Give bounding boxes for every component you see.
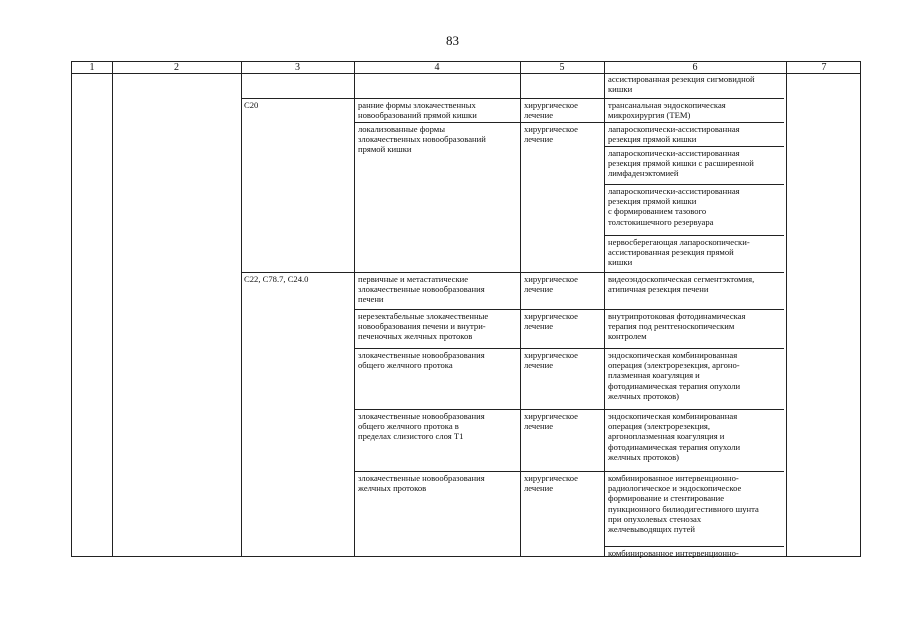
diagnosis-cell: первичные и метастатические злокачественные новообразования печени <box>358 274 485 305</box>
diagnosis-cell: ранние формы злокачественных новообразований прямой кишки <box>358 100 477 121</box>
procedures-table <box>71 61 861 557</box>
column-header-7: 7 <box>821 62 827 73</box>
treatment-cell: хирургическое лечение <box>524 274 578 295</box>
column-divider <box>241 62 242 556</box>
method-cell: ассистированная резекция сигмовидной кишки <box>608 74 755 95</box>
icd-code-cell: C20 <box>244 100 259 110</box>
column-header-3: 3 <box>295 62 300 73</box>
method-cell: комбинированное интервенционно- радиологическое и эндоскопическое формирование и стентирование пункционного билиодигестивного шунта при опухолевых стенозах желчевыводящих путей <box>608 473 759 535</box>
row-divider <box>604 235 784 236</box>
method-cell: видеоэндоскопическая сегментэктомия, атипичная резекция печени <box>608 274 755 295</box>
method-cell: лапароскопически-ассистированная резекция прямой кишки с формированием тазового толстокишечного резервуара <box>608 186 740 227</box>
treatment-cell: хирургическое лечение <box>524 124 578 145</box>
row-divider <box>354 471 784 472</box>
method-cell: комбинированное интервенционно- <box>608 548 739 558</box>
method-cell: трансанальная эндоскопическая микрохирургия (ТЕМ) <box>608 100 726 121</box>
diagnosis-cell: злокачественные новообразования общего желчного протока в пределах слизистого слоя T1 <box>358 411 485 442</box>
treatment-cell: хирургическое лечение <box>524 411 578 432</box>
row-divider <box>354 409 784 410</box>
icd-code-cell: C22, C78.7, C24.0 <box>244 274 309 284</box>
row-divider <box>604 184 784 185</box>
diagnosis-cell: злокачественные новообразования общего желчного протока <box>358 350 485 371</box>
treatment-cell: хирургическое лечение <box>524 100 578 121</box>
column-header-4: 4 <box>434 62 440 73</box>
column-divider <box>112 62 113 556</box>
row-divider <box>604 146 784 147</box>
column-header-2: 2 <box>174 62 179 73</box>
row-divider <box>241 272 784 273</box>
method-cell: внутрипротоковая фотодинамическая терапия под рентгеноскопическим контролем <box>608 311 746 342</box>
treatment-cell: хирургическое лечение <box>524 473 578 494</box>
diagnosis-cell: нерезектабельные злокачественные новообразования печени и внутри- печеночных желчных протоков <box>358 311 489 342</box>
method-cell: лапароскопически-ассистированная резекция прямой кишки <box>608 124 740 145</box>
row-divider <box>604 546 784 547</box>
page-number: 83 <box>446 33 459 48</box>
column-divider <box>786 62 787 556</box>
column-header-1: 1 <box>89 62 95 73</box>
column-header-5: 5 <box>559 62 565 73</box>
treatment-cell: хирургическое лечение <box>524 350 578 371</box>
diagnosis-cell: локализованные формы злокачественных новообразований прямой кишки <box>358 124 486 155</box>
treatment-cell: хирургическое лечение <box>524 311 578 332</box>
row-divider <box>241 98 784 99</box>
method-cell: эндоскопическая комбинированная операция (электрорезекция, аргоно- плазменная коагуляция и фотодинамическая терапия опухоли желчных протоков) <box>608 350 741 401</box>
row-divider <box>354 309 784 310</box>
method-cell: эндоскопическая комбинированная операция (электрорезекция, аргоноплазменная коагуляция и фотодинамическая терапия опухоли желчных протоков) <box>608 411 741 462</box>
column-header-6: 6 <box>692 62 698 73</box>
row-divider <box>354 348 784 349</box>
method-cell: нервосберегающая лапароскопически- ассистированная резекция прямой кишки <box>608 237 750 268</box>
row-divider <box>354 122 784 123</box>
diagnosis-cell: злокачественные новообразования желчных протоков <box>358 473 485 494</box>
method-cell: лапароскопически-ассистированная резекция прямой кишки с расширенной лимфаденэктомией <box>608 148 754 179</box>
